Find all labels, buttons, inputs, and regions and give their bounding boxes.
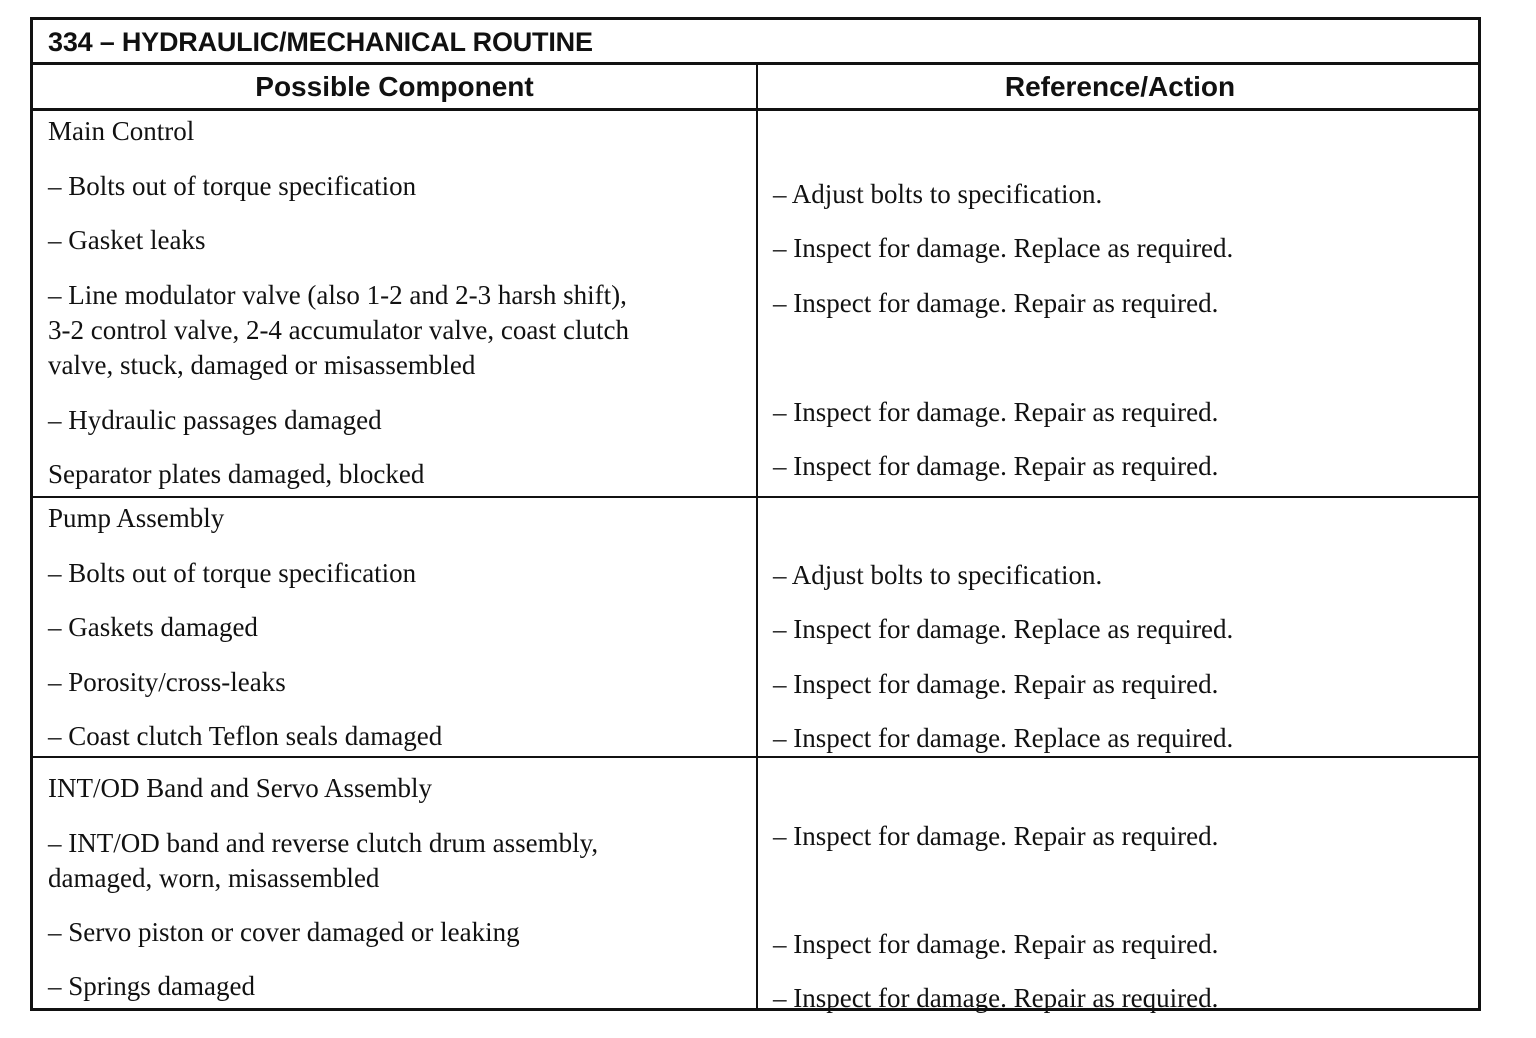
section-heading: INT/OD Band and Servo Assembly — [48, 773, 432, 803]
component-cell: – Bolts out of torque specification — [48, 171, 417, 201]
section-heading: Main Control — [48, 116, 195, 146]
action-cell: – Inspect for damage. Repair as required. — [773, 929, 1219, 959]
action-cell: – Inspect for damage. Repair as required. — [773, 821, 1219, 851]
component-cell: – Coast clutch Teflon seals damaged — [48, 721, 443, 751]
component-cell: – Gasket leaks — [48, 225, 206, 255]
action-cell: – Inspect for damage. Repair as required. — [773, 451, 1219, 481]
column-header-action: Reference/Action — [1004, 71, 1236, 102]
component-cell: – Line modulator valve (also 1-2 and 2-3 harsh shift), — [48, 280, 627, 310]
component-cell: – INT/OD band and reverse clutch drum assembly, — [48, 828, 599, 858]
action-cell: – Inspect for damage. Repair as required. — [773, 397, 1219, 427]
component-cell: – Porosity/cross-leaks — [48, 667, 286, 697]
action-cell: – Inspect for damage. Replace as required. — [773, 233, 1234, 263]
column-header-component: Possible Component — [255, 71, 534, 102]
component-cell-continued: damaged, worn, misassembled — [48, 863, 380, 893]
action-cell: – Inspect for damage. Repair as required. — [773, 983, 1219, 1013]
component-cell: Separator plates damaged, blocked — [48, 459, 425, 489]
action-cell: – Inspect for damage. Repair as required. — [773, 288, 1219, 318]
section-main-control — [33, 111, 1478, 498]
action-cell: – Inspect for damage. Replace as required. — [773, 614, 1234, 644]
component-cell-continued: 3-2 control valve, 2-4 accumulator valve, coast clutch — [48, 315, 630, 345]
section-int-od-band-servo — [33, 758, 1478, 1013]
component-cell: – Hydraulic passages damaged — [48, 405, 382, 435]
component-cell: – Gaskets damaged — [48, 612, 258, 642]
action-cell: – Adjust bolts to specification. — [773, 560, 1103, 590]
action-cell: – Inspect for damage. Repair as required. — [773, 669, 1219, 699]
component-cell: – Springs damaged — [48, 971, 255, 1001]
action-cell: – Adjust bolts to specification. — [773, 179, 1103, 209]
component-cell: – Bolts out of torque specification — [48, 558, 417, 588]
section-pump-assembly — [33, 498, 1478, 758]
component-cell-continued: valve, stuck, damaged or misassembled — [48, 350, 476, 380]
troubleshooting-table — [30, 17, 1481, 1011]
action-cell: – Inspect for damage. Replace as required. — [773, 723, 1234, 753]
section-heading: Pump Assembly — [48, 503, 225, 533]
component-cell: – Servo piston or cover damaged or leaking — [48, 917, 520, 947]
table-title-row — [33, 20, 1478, 65]
table-title: 334 – HYDRAULIC/MECHANICAL ROUTINE — [48, 27, 593, 57]
